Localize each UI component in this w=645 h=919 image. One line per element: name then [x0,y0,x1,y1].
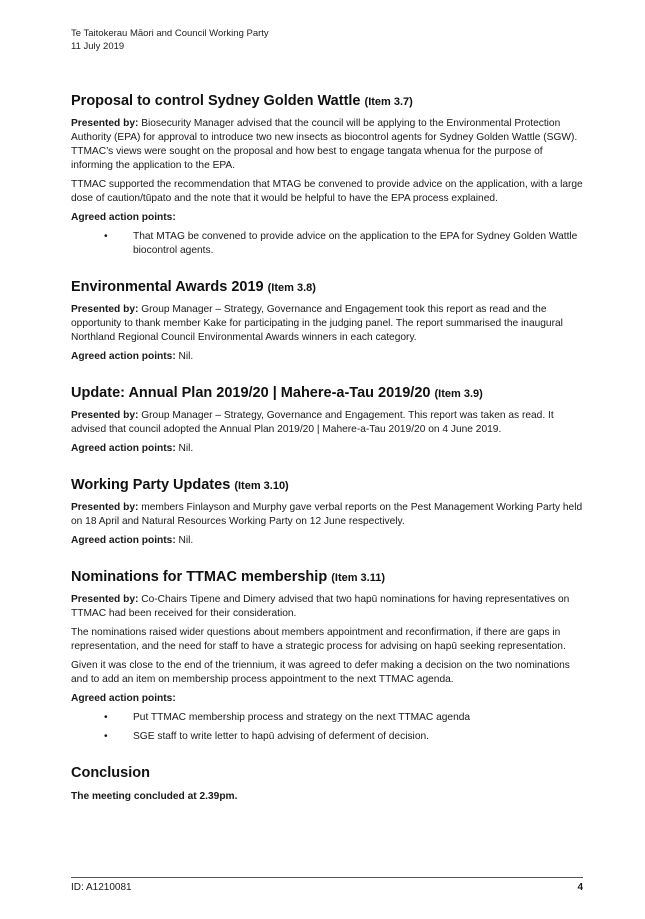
item-ref: (Item 3.10) [234,480,289,492]
section-heading: Environmental Awards 2019 (Item 3.8) [71,279,316,295]
section-working-party-updates [71,476,583,548]
list-item: • SGE staff to write letter to hapū advising of deferment of decision. [104,731,429,742]
presented-paragraph: Presented by: members Finlayson and Murphy gave verbal reports on the Pest Management Working Party held on 18 April and Natural Resources Working Party on 12 June respectively. [71,502,583,527]
section-annual-plan [71,384,583,456]
section-environmental-awards [71,278,583,364]
page-header [71,27,269,53]
agreed-label: Agreed action points: [71,212,176,223]
presented-label: Presented by: [71,118,139,129]
presented-paragraph: Presented by: Group Manager – Strategy, Governance and Engagement. This report was taken as read. It advised that council adopted the Annual Plan 2019/20 | Mahere-a-Tau 2019/20 on 4 June 2019. [71,410,554,435]
section-heading: Nominations for TTMAC membership (Item 3.11) [71,569,386,585]
agreed-paragraph: Agreed action points: Nil. [71,443,194,454]
document-body [71,92,583,824]
paragraph: TTMAC supported the recommendation that MTAG be convened to provide advice on the application, with a large dose of caution/tūpato and the note that it would be helpful to have the EPA process explained. [71,179,583,204]
paragraph: The nominations raised wider questions about members appointment and reconfirmation, if there are gaps in representation, and the need for staff to have a strategic process for advising on hapū seeking representation. [71,627,566,652]
section-ttmac-nominations [71,568,583,744]
section-heading: Working Party Updates (Item 3.10) [71,477,289,493]
action-list [71,711,583,744]
agreed-paragraph: Agreed action points: Nil. [71,351,194,362]
bullet-icon: • [104,712,108,723]
section-sydney-golden-wattle [71,92,583,258]
presented-label: Presented by: [71,304,139,315]
section-heading: Update: Annual Plan 2019/20 | Mahere-a-Tau 2019/20 (Item 3.9) [71,385,483,401]
action-list [71,230,583,258]
item-ref: (Item 3.7) [364,96,413,108]
presented-paragraph: Presented by: Biosecurity Manager advised that the council will be applying to the Environmental Protection Authority (EPA) for approval to introduce two new insects as biocontrol agents for Sydney Golden Wattle (SGW). TTMAC’s views were sought on the proposal and how best to engage tangata whenua for the purpose of informing the application to the EPA. [71,118,578,171]
section-conclusion [71,764,583,804]
list-item: • Put TTMAC membership process and strategy on the next TTMAC agenda [104,712,471,723]
paragraph: Given it was close to the end of the triennium, it was agreed to defer making a decision on the two nominations and to add an item on membership process appointment to the next TTMAC agenda. [71,660,570,685]
presented-label: Presented by: [71,502,139,513]
bullet-icon: • [104,231,108,242]
agreed-paragraph: Agreed action points: Nil. [71,535,194,546]
presented-paragraph: Presented by: Group Manager – Strategy, Governance and Engagement took this report as read and the opportunity to thank member Kake for participating in the judging panel. The report summarised the inaugural Northland Regional Council Environmental Awards winners in each category. [71,304,563,343]
agreed-label: Agreed action points: [71,535,176,546]
header-title: Te Taitokerau Māori and Council Working Party [71,28,269,39]
page-number: 4 [577,882,583,893]
document-id: ID: A1210081 [71,882,132,893]
section-heading: Conclusion [71,765,150,781]
agreed-label: Agreed action points: [71,351,176,362]
conclusion-text: The meeting concluded at 2.39pm. [71,791,238,802]
agreed-label: Agreed action points: [71,693,176,704]
presented-label: Presented by: [71,410,139,421]
presented-paragraph: Presented by: Co-Chairs Tipene and Dimery advised that two hapū nominations for having representatives on TTMAC had been received for their consideration. [71,594,570,619]
presented-label: Presented by: [71,594,139,605]
item-ref: (Item 3.9) [434,388,483,400]
section-heading: Proposal to control Sydney Golden Wattle (Item 3.7) [71,93,413,109]
list-item: • That MTAG be convened to provide advice on the application to the EPA for Sydney Golden Wattle biocontrol agents. [104,231,578,256]
header-date: 11 July 2019 [71,41,125,52]
item-ref: (Item 3.8) [267,282,316,294]
item-ref: (Item 3.11) [331,572,386,584]
agreed-label: Agreed action points: [71,443,176,454]
page-footer [71,877,583,893]
bullet-icon: • [104,731,108,742]
